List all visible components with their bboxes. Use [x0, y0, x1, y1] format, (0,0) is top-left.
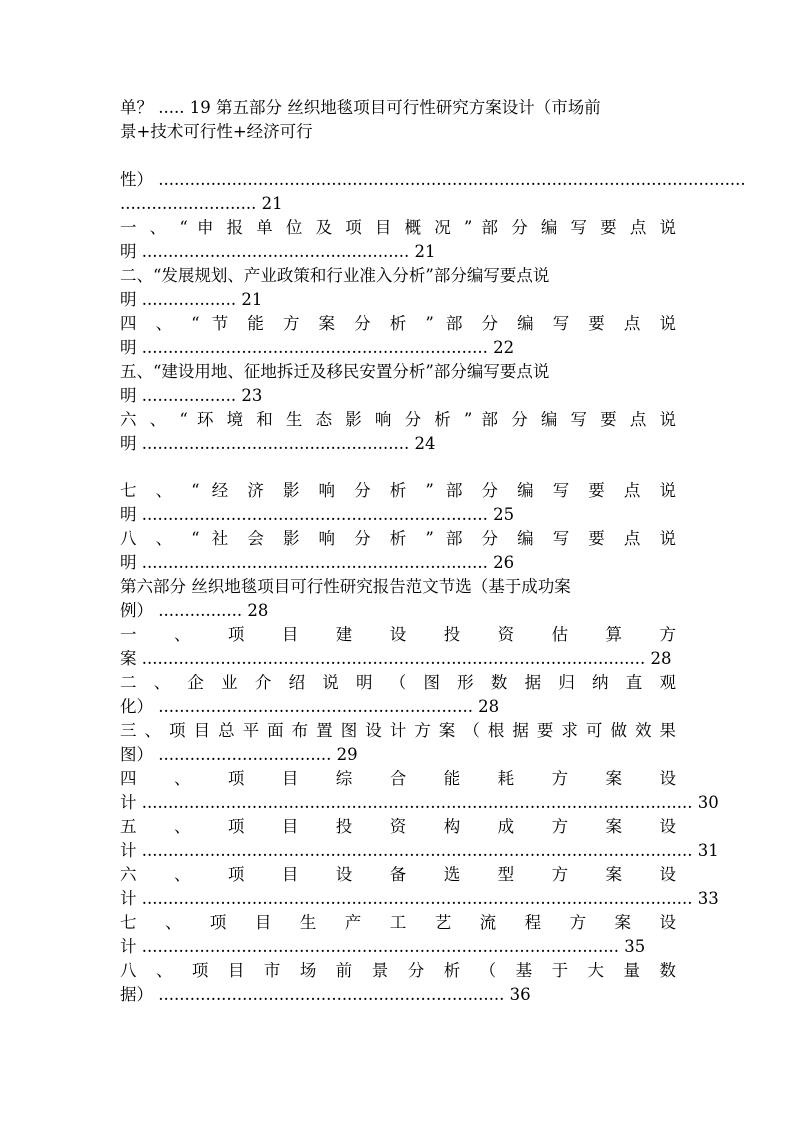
toc-line: 明 ................................................... 21: [120, 242, 436, 261]
toc-line: 计 ........................................................................................... 35: [120, 937, 646, 956]
toc-line: 二 、 企 业 介 绍 说 明 （ 图 形 数 据 归 纳 直 观: [120, 673, 676, 692]
toc-line: 二、“发展规划、产业政策和行业准入分析”部分编写要点说: [120, 266, 550, 285]
toc-line: 第六部分 丝织地毯项目可行性研究报告范文节选（基于成功案: [120, 577, 571, 596]
toc-line: 一 、 “ 申 报 单 位 及 项 目 概 况 ” 部 分 编 写 要 点 说: [120, 218, 676, 237]
toc-line: 四 、 项 目 综 合 能 耗 方 案 设: [120, 769, 676, 788]
toc-line: .......................... 21: [120, 194, 283, 213]
toc-line: 案 ................................................................................................ 28: [120, 649, 672, 668]
toc-line: 性） ................................................................................................................: [120, 170, 746, 189]
toc-line: 七 、 项 目 生 产 工 艺 流 程 方 案 设: [120, 913, 676, 932]
toc-line: 七 、 “ 经 济 影 响 分 析 ” 部 分 编 写 要 点 说: [120, 481, 676, 500]
toc-line: 景+技术可行性+经济可行: [120, 122, 313, 141]
toc-line: 明 .................. 21: [120, 290, 263, 309]
toc-line: 六 、 项 目 设 备 选 型 方 案 设: [120, 865, 676, 884]
toc-line: 据） .................................................................. 36: [120, 985, 531, 1004]
toc-line: 计 ......................................................................................................... 30: [120, 793, 719, 812]
toc-line: 例） ................ 28: [120, 601, 269, 620]
toc-line: 图） ................................. 29: [120, 745, 358, 764]
toc-line: 明 .................................................................. 22: [120, 338, 515, 357]
toc-line: 八 、 “ 社 会 影 响 分 析 ” 部 分 编 写 要 点 说: [120, 529, 676, 548]
toc-line: 计 ......................................................................................................... 31: [120, 841, 719, 860]
toc-line: 一 、 项 目 建 设 投 资 估 算 方: [120, 625, 676, 644]
toc-line: 单？ ..... 19 第五部分 丝织地毯项目可行性研究方案设计（市场前: [120, 98, 601, 117]
toc-line: 六 、 “ 环 境 和 生 态 影 响 分 析 ” 部 分 编 写 要 点 说: [120, 410, 676, 429]
toc-line: 明 .................................................................. 26: [120, 553, 515, 572]
toc-line: 五、“建设用地、征地拆迁及移民安置分析”部分编写要点说: [120, 362, 550, 381]
toc-line: 化） ............................................................ 28: [120, 697, 500, 716]
toc-line: 五 、 项 目 投 资 构 成 方 案 设: [120, 817, 676, 836]
toc-line: 八 、 项 目 市 场 前 景 分 析 （ 基 于 大 量 数: [120, 961, 676, 980]
toc-line: 明 .................................................................. 25: [120, 505, 515, 524]
toc-line: 计 ......................................................................................................... 33: [120, 889, 719, 908]
toc-line: 三、项目总平面布置图设计方案（根据要求可做效果: [120, 721, 676, 740]
toc-line: 明 .................. 23: [120, 386, 263, 405]
toc-line: 四 、 “ 节 能 方 案 分 析 ” 部 分 编 写 要 点 说: [120, 314, 676, 333]
toc-line: 明 ................................................... 24: [120, 434, 436, 453]
